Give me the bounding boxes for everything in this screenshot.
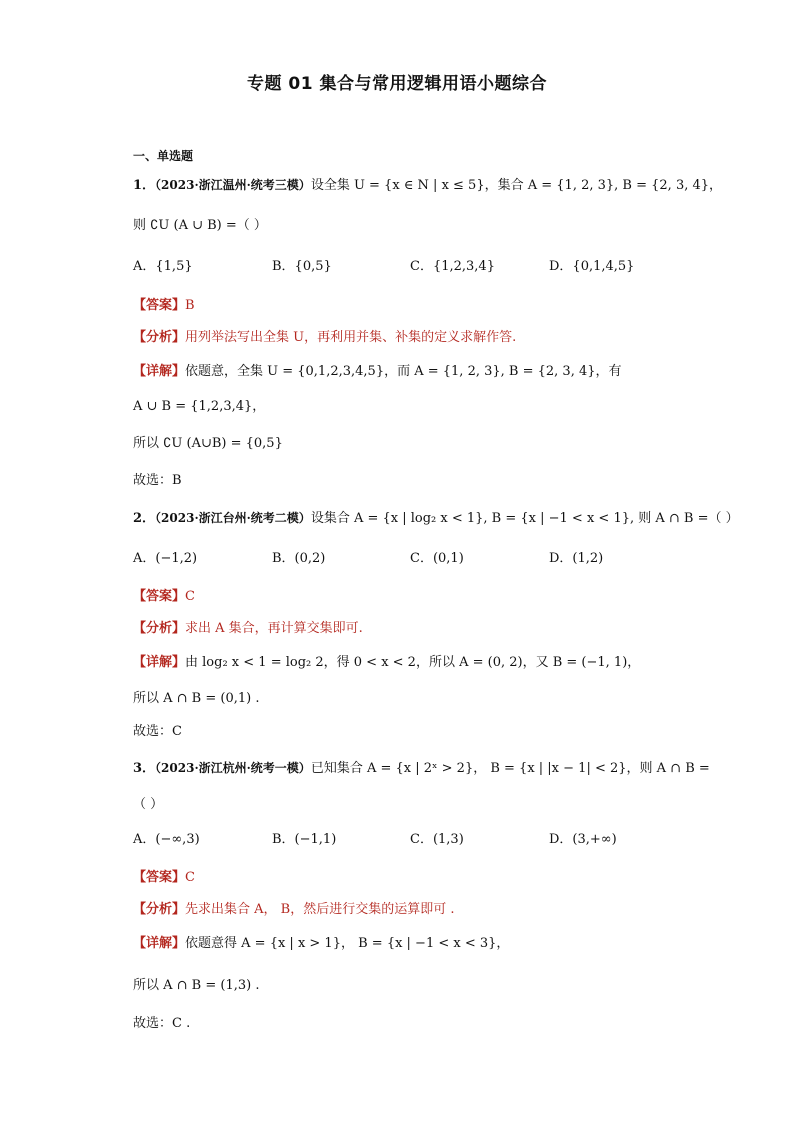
detail-line: 所以 ∁U (A∪B) = {0,5} [133, 436, 283, 451]
answer-line [133, 588, 195, 606]
option-c: C．(0,1) [410, 551, 464, 566]
detail-line: 所以 A ∩ B = (1,3) . [133, 978, 260, 993]
detail-text: 依题意得 A = {x | x > 1}， B = {x | −1 < x < 3}， [185, 936, 510, 951]
analysis-line [133, 329, 516, 347]
option-d: D．(3,+∞) [549, 832, 617, 847]
answer-line [133, 869, 195, 887]
analysis-text: 先求出集合 A， B，然后进行交集的运算即可 . [185, 902, 455, 917]
question-3-stem [133, 759, 710, 778]
option-b: B．(−1,1) [272, 832, 337, 847]
detail-label: 【详解】 [133, 655, 186, 670]
analysis-label: 【分析】 [133, 330, 186, 345]
answer-line [133, 297, 195, 315]
question-1-stem [133, 176, 722, 195]
question-text: 已知集合 A = {x | 2ˣ > 2}， B = {x | |x − 1| < 2}，则 A ∩ B = [310, 761, 710, 776]
analysis-line [133, 901, 455, 919]
answer-label: 【答案】 [133, 298, 186, 313]
question-text: 设全集 U = {x ∈ N | x ≤ 5}，集合 A = {1, 2, 3}, B = {2, 3, 4}， [310, 178, 723, 193]
question-2-stem [133, 509, 739, 528]
question-3-stem-continued: （ ） [133, 797, 164, 812]
answer-value: B [185, 298, 195, 313]
detail-line [133, 363, 622, 381]
detail-line: 所以 A ∩ B = (0,1) . [133, 691, 260, 706]
analysis-text: 求出 A 集合，再计算交集即可. [185, 621, 363, 636]
option-a: A．(−∞,3) [133, 832, 200, 847]
question-1-stem-continued: 则 ∁U (A ∪ B) =（ ） [133, 218, 267, 233]
detail-line: A ∪ B = {1,2,3,4}， [133, 399, 266, 414]
detail-label: 【详解】 [133, 364, 186, 379]
conclusion-line: 故选：B [133, 473, 182, 488]
detail-text: 依题意，全集 U = {0,1,2,3,4,5}，而 A = {1, 2, 3}, B = {2, 3, 4}，有 [185, 364, 622, 379]
section-heading: 一、单选题 [133, 149, 194, 163]
answer-label: 【答案】 [133, 870, 186, 885]
question-number: 2． [133, 511, 156, 526]
option-b: B．{0,5} [272, 259, 332, 274]
analysis-label: 【分析】 [133, 902, 186, 917]
answer-value: C [185, 589, 195, 604]
detail-label: 【详解】 [133, 936, 186, 951]
analysis-line [133, 620, 363, 638]
page-title: 专题 01 集合与常用逻辑用语小题综合 [247, 74, 547, 94]
option-c: C．(1,3) [410, 832, 464, 847]
question-source: （2023·浙江台州·统考二模） [155, 511, 311, 525]
option-d: D．(1,2) [549, 551, 604, 566]
question-text: 设集合 A = {x | log₂ x < 1}, B = {x | −1 < x < 1}, 则 A ∩ B =（ ） [310, 511, 739, 526]
answer-value: C [185, 870, 195, 885]
conclusion-line: 故选：C . [133, 1016, 191, 1031]
question-source: （2023·浙江杭州·统考一模） [155, 761, 311, 775]
detail-line [133, 654, 640, 672]
question-number: 1． [133, 178, 156, 193]
option-a: A．{1,5} [133, 259, 193, 274]
question-source: （2023·浙江温州·统考三模） [155, 178, 311, 192]
analysis-text: 用列举法写出全集 U，再利用并集、补集的定义求解作答. [185, 330, 517, 345]
detail-text: 由 log₂ x < 1 = log₂ 2，得 0 < x < 2，所以 A = (0, 2)，又 B = (−1, 1)， [185, 655, 641, 670]
option-c: C．{1,2,3,4} [410, 259, 495, 274]
option-d: D．{0,1,4,5} [549, 259, 635, 274]
analysis-label: 【分析】 [133, 621, 186, 636]
conclusion-line: 故选：C [133, 724, 182, 739]
answer-label: 【答案】 [133, 589, 186, 604]
detail-line [133, 935, 509, 953]
question-number: 3． [133, 761, 156, 776]
option-b: B．(0,2) [272, 551, 326, 566]
option-a: A．(−1,2) [133, 551, 198, 566]
